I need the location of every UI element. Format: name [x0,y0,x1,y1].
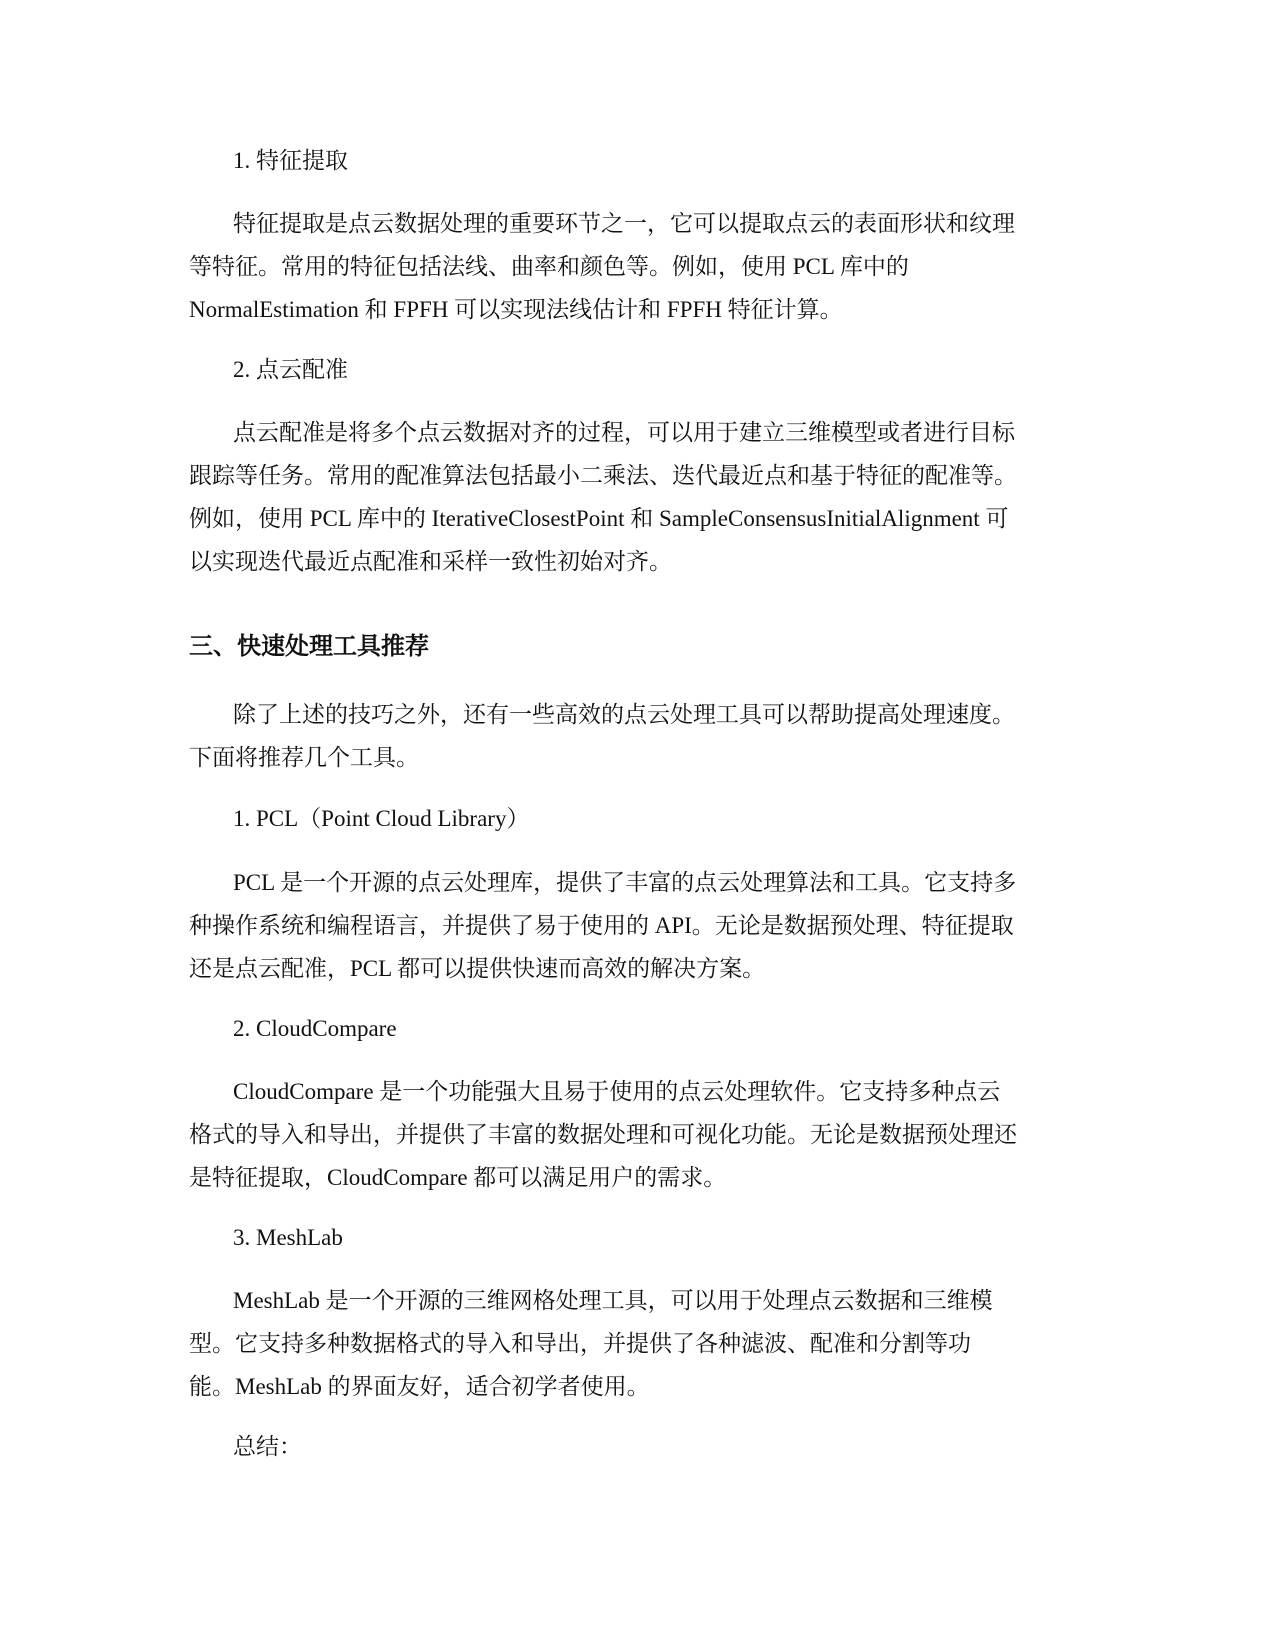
paragraph-line: 除了上述的技巧之外，还有一些高效的点云处理工具可以帮助提高处理速度。 [233,702,1015,727]
paragraph-tools-intro [189,693,1089,779]
paragraph-line: 特征提取是点云数据处理的重要环节之一，它可以提取点云的表面形状和纹理 [233,211,1015,236]
paragraph-line: CloudCompare 是一个功能强大且易于使用的点云处理软件。它支持多种点云 [233,1079,1001,1104]
subsection-title-feature-extraction: 1. 特征提取 [233,148,348,173]
paragraph-line: 以实现迭代最近点配准和采样一致性初始对齐。 [189,549,672,574]
paragraph-meshlab [189,1279,1089,1408]
paragraph-line: 是特征提取，CloudCompare 都可以满足用户的需求。 [189,1165,727,1190]
paragraph-line: 种操作系统和编程语言，并提供了易于使用的 API。无论是数据预处理、特征提取 [189,913,1014,938]
paragraph-line: MeshLab 是一个开源的三维网格处理工具，可以用于处理点云数据和三维模 [233,1288,993,1313]
subsection-title-pcl: 1. PCL（Point Cloud Library） [233,806,530,831]
paragraph-line: 例如，使用 PCL 库中的 IterativeClosestPoint 和 SampleConsensusInitialAlignment 可 [189,506,1009,531]
paragraph-line: 型。它支持多种数据格式的导入和导出，并提供了各种滤波、配准和分割等功 [189,1331,971,1356]
paragraph-feature-extraction [189,202,1089,331]
paragraph-line: 能。MeshLab 的界面友好，适合初学者使用。 [189,1374,650,1399]
paragraph-line: 下面将推荐几个工具。 [189,745,419,770]
subsection-title-meshlab: 3. MeshLab [233,1225,343,1250]
paragraph-cloudcompare [189,1070,1089,1199]
paragraph-registration [189,411,1089,583]
paragraph-line: 格式的导入和导出，并提供了丰富的数据处理和可视化功能。无论是数据预处理还 [189,1122,1017,1147]
paragraph-line: 点云配准是将多个点云数据对齐的过程，可以用于建立三维模型或者进行目标 [233,420,1015,445]
paragraph-line: 还是点云配准，PCL 都可以提供快速而高效的解决方案。 [189,956,766,981]
paragraph-line: PCL 是一个开源的点云处理库，提供了丰富的点云处理算法和工具。它支持多 [233,870,1017,895]
paragraph-line: NormalEstimation 和 FPFH 可以实现法线估计和 FPFH 特征计算。 [189,297,843,322]
subsection-title-cloudcompare: 2. CloudCompare [233,1016,397,1041]
subsection-title-registration: 2. 点云配准 [233,357,348,382]
subsection-title-summary: 总结： [233,1434,302,1459]
section-heading-tools: 三、快速处理工具推荐 [189,632,429,660]
paragraph-line: 等特征。常用的特征包括法线、曲率和颜色等。例如，使用 PCL 库中的 [189,254,909,279]
paragraph-pcl [189,861,1089,990]
paragraph-line: 跟踪等任务。常用的配准算法包括最小二乘法、迭代最近点和基于特征的配准等。 [189,463,1017,488]
